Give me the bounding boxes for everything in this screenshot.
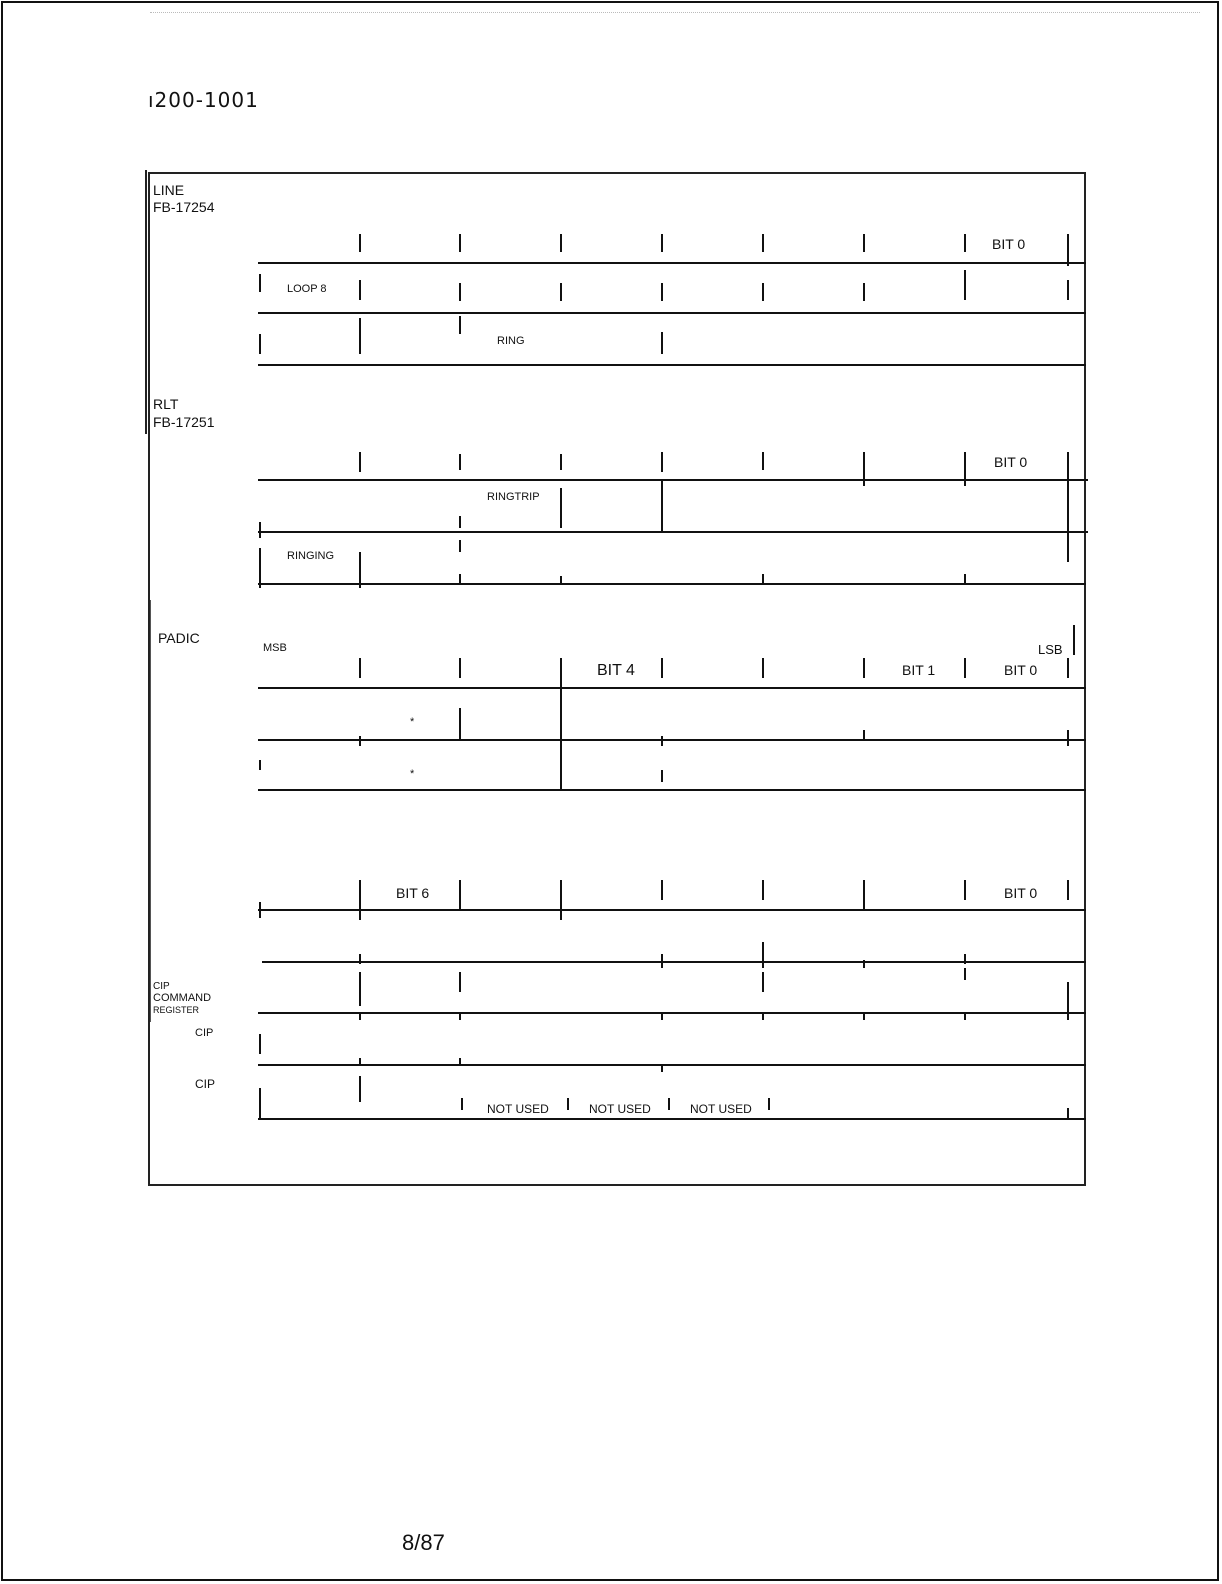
tick-mark: [762, 972, 764, 992]
tick-mark: [560, 454, 562, 470]
lsb-label: LSB: [1038, 642, 1063, 657]
tick-mark: [661, 234, 663, 252]
tick-mark: [964, 574, 966, 584]
tick-mark: [459, 234, 461, 252]
tick-mark: [661, 1064, 663, 1072]
tick-mark: [1067, 280, 1069, 300]
tick-mark: [459, 708, 461, 740]
tick-mark: [1067, 658, 1069, 678]
tick-mark: [964, 270, 966, 300]
padic-section-title: PADIC: [158, 630, 200, 646]
register-row-3-border: [258, 1012, 1086, 1014]
tick-mark: [259, 1034, 261, 1054]
padic-row-2-border: [258, 739, 1086, 741]
tick-mark: [661, 954, 663, 968]
tick-mark: [964, 1012, 966, 1020]
tick-mark: [1067, 880, 1069, 900]
tick-mark: [661, 452, 663, 472]
tick-mark: [762, 574, 764, 584]
cip-label-2: CIP: [195, 1077, 216, 1091]
tick-mark: [661, 658, 663, 678]
tick-mark: [1067, 982, 1069, 1020]
tick-mark: [964, 452, 966, 486]
cip-command-label-1: CIP: [153, 981, 170, 992]
tick-mark: [359, 880, 361, 920]
tick-mark: [459, 972, 461, 992]
rlt-section-title: RLT: [153, 396, 179, 412]
tick-mark: [762, 283, 764, 301]
rlt-row-3-border: [258, 583, 1086, 585]
register-bit6-label: BIT 6: [396, 885, 430, 901]
tick-mark: [359, 1076, 361, 1102]
tick-mark: [459, 316, 461, 334]
padic-bit4-label: BIT 4: [597, 662, 635, 679]
rlt-section-code: FB-17251: [153, 414, 215, 430]
tick-mark: [560, 576, 562, 584]
tick-mark: [459, 283, 461, 301]
tick-mark: [661, 283, 663, 301]
tick-mark: [359, 972, 361, 1006]
tick-mark: [359, 658, 361, 678]
tick-mark: [459, 658, 461, 678]
line-bit0-label: BIT 0: [992, 236, 1026, 252]
msb-label: MSB: [263, 642, 287, 654]
tick-mark: [459, 516, 461, 528]
tick-mark: [762, 880, 764, 900]
tick-mark: [259, 1088, 261, 1120]
tick-mark: [560, 234, 562, 252]
rlt-bit0-label: BIT 0: [994, 454, 1028, 470]
tick-mark: [560, 658, 562, 790]
frame-edge-mark: [145, 170, 147, 434]
register-row-2-border: [262, 961, 1086, 963]
tick-mark: [1067, 730, 1069, 746]
tick-mark: [863, 1012, 865, 1020]
tick-mark: [459, 540, 461, 552]
register-bit0-label: BIT 0: [1004, 885, 1038, 901]
tick-mark: [768, 1098, 770, 1110]
tick-mark: [762, 234, 764, 252]
not-used-label-3: NOT USED: [690, 1102, 752, 1116]
tick-mark: [359, 452, 361, 472]
tick-mark: [863, 960, 865, 968]
document-number: ı200-1001: [148, 88, 259, 112]
tick-mark: [459, 1058, 461, 1066]
padic-star-1: *: [410, 716, 415, 728]
tick-mark: [359, 1012, 361, 1020]
padic-star-2: *: [410, 768, 415, 780]
ringing-label: RINGING: [287, 550, 335, 562]
tick-mark: [661, 1012, 663, 1020]
tick-mark: [560, 283, 562, 301]
frame-edge-mark: [150, 600, 151, 1022]
tick-mark: [560, 488, 562, 528]
line-section-code: FB-17254: [153, 199, 215, 215]
tick-mark: [964, 234, 966, 252]
tick-mark: [459, 1012, 461, 1020]
tick-mark: [359, 1058, 361, 1066]
tick-mark: [259, 334, 261, 354]
tick-mark: [560, 880, 562, 920]
tick-mark: [964, 954, 966, 964]
padic-row-1-border: [258, 687, 1086, 689]
tick-mark: [863, 880, 865, 910]
tick-mark: [863, 234, 865, 252]
tick-mark: [762, 1012, 764, 1020]
tick-mark: [259, 274, 261, 292]
tick-mark: [359, 318, 361, 354]
tick-mark: [359, 234, 361, 252]
tick-mark: [762, 452, 764, 470]
tick-mark: [661, 736, 663, 746]
page-number: 8/87: [402, 1530, 445, 1555]
register-row-4-border: [258, 1064, 1086, 1066]
tick-mark: [661, 770, 663, 782]
tick-mark: [1073, 625, 1075, 655]
tick-mark: [762, 942, 764, 968]
not-used-label-2: NOT USED: [589, 1102, 651, 1116]
tick-mark: [259, 902, 261, 918]
tick-mark: [567, 1098, 569, 1110]
scan-noise-line: [150, 12, 1200, 21]
tick-mark: [359, 954, 361, 964]
tick-mark: [762, 658, 764, 678]
ringtrip-label: RINGTRIP: [487, 491, 540, 503]
tick-mark: [863, 730, 865, 740]
tick-mark: [359, 280, 361, 300]
tick-mark: [668, 1098, 670, 1110]
line-row-1-border: [258, 262, 1086, 264]
tick-mark: [661, 481, 663, 533]
tick-mark: [964, 880, 966, 900]
tick-mark: [359, 736, 361, 746]
tick-mark: [259, 548, 261, 588]
tick-mark: [459, 880, 461, 910]
rlt-row-2-border: [258, 531, 1088, 533]
tick-mark: [359, 552, 361, 588]
tick-mark: [459, 454, 461, 470]
not-used-label-1: NOT USED: [487, 1102, 549, 1116]
loop8-label: LOOP 8: [287, 283, 327, 295]
tick-mark: [964, 658, 966, 678]
ring-label: RING: [497, 335, 525, 347]
padic-bit0-label: BIT 0: [1004, 662, 1038, 678]
tick-mark: [259, 522, 261, 538]
tick-mark: [1067, 452, 1069, 562]
register-row-5-border: [258, 1118, 1086, 1120]
line-row-3-border: [258, 364, 1086, 366]
tick-mark: [459, 574, 461, 584]
tick-mark: [661, 332, 663, 354]
cip-command-label-3: REGISTER: [153, 1005, 200, 1015]
register-row-1-border: [258, 909, 1086, 911]
cip-label-1: CIP: [195, 1027, 214, 1039]
line-section-title: LINE: [153, 182, 185, 198]
padic-row-3-border: [258, 789, 1086, 791]
tick-mark: [863, 452, 865, 486]
tick-mark: [259, 760, 261, 770]
tick-mark: [1067, 234, 1069, 266]
tick-mark: [863, 283, 865, 301]
tick-mark: [461, 1098, 463, 1110]
tick-mark: [661, 880, 663, 900]
cip-command-label-2: COMMAND: [153, 992, 212, 1004]
tick-mark: [863, 658, 865, 678]
tick-mark: [964, 968, 966, 980]
line-row-2-border: [258, 312, 1086, 314]
tick-mark: [1067, 1108, 1069, 1120]
padic-bit1-label: BIT 1: [902, 662, 936, 678]
